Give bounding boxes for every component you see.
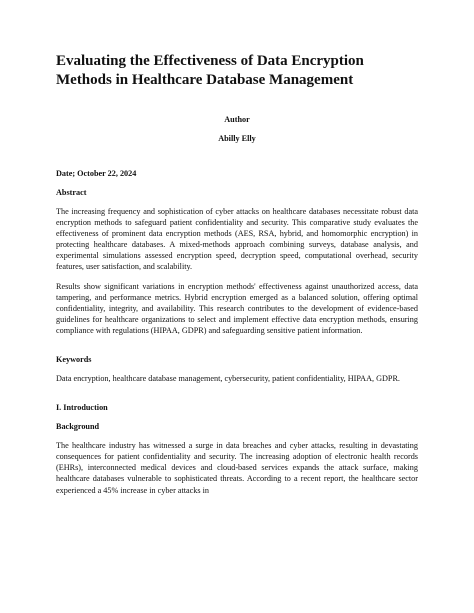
spacer [56, 344, 418, 354]
section-heading-introduction: I. Introduction [56, 403, 108, 413]
paper-title: Evaluating the Effectiveness of Data Encryption Methods in Healthcare Database Management [56, 53, 364, 88]
spacer [56, 392, 418, 402]
background-paragraph-1: The healthcare industry has witnessed a surge in data breaches and cyber attacks, resulting in devastating consequences for patient confidentiality and security. The increasing adoption of electronic health records (EHRs), interconnected medical devices and cloud-based services expands the attack surface, making healthcare databases vulnerable to sophisticated threats. According to a recent report, the healthcare sector experienced a 45% increase in cyber attacks in [56, 441, 418, 495]
author-name: Abilly Elly [218, 134, 256, 143]
author-label: Author [224, 115, 250, 124]
page-content [56, 52, 418, 504]
keywords-text: Data encryption, healthcare database management, cybersecurity, patient confidentiality, HIPAA, GDPR. [56, 374, 400, 384]
abstract-paragraph-2: Results show significant variations in encryption methods' effectiveness against unauthorized access, data tampering, and performance metrics. Hybrid encryption emerged as a balanced solution, offering optimal confidentiality, integrity, and availability. This research contributes to the development of evidence-based guidelines for healthcare organizations to select and implement effective data encryption methods, ensuring compliance with regulations (HIPAA, GDPR) and safeguarding sensitive patient information. [56, 281, 418, 335]
keywords-heading: Keywords [56, 355, 92, 365]
background-heading: Background [56, 422, 100, 432]
abstract-paragraph-1: The increasing frequency and sophistication of cyber attacks on healthcare databases necessitate robust data encryption methods to safeguard patient confidentiality and security. This comparative study evaluates the effectiveness of prominent data encryption methods (AES, RSA, hybrid, and homomorphic encryption) in protecting healthcare databases. A mixed-methods approach combining surveys, database analysis, and experimental simulations assessed encryption speed, decryption speed, computational overhead, security features, user satisfaction, and scalability. [56, 207, 418, 272]
abstract-heading: Abstract [56, 188, 87, 197]
author-block [56, 114, 418, 144]
publication-date: Date; October 22, 2024 [56, 169, 137, 178]
